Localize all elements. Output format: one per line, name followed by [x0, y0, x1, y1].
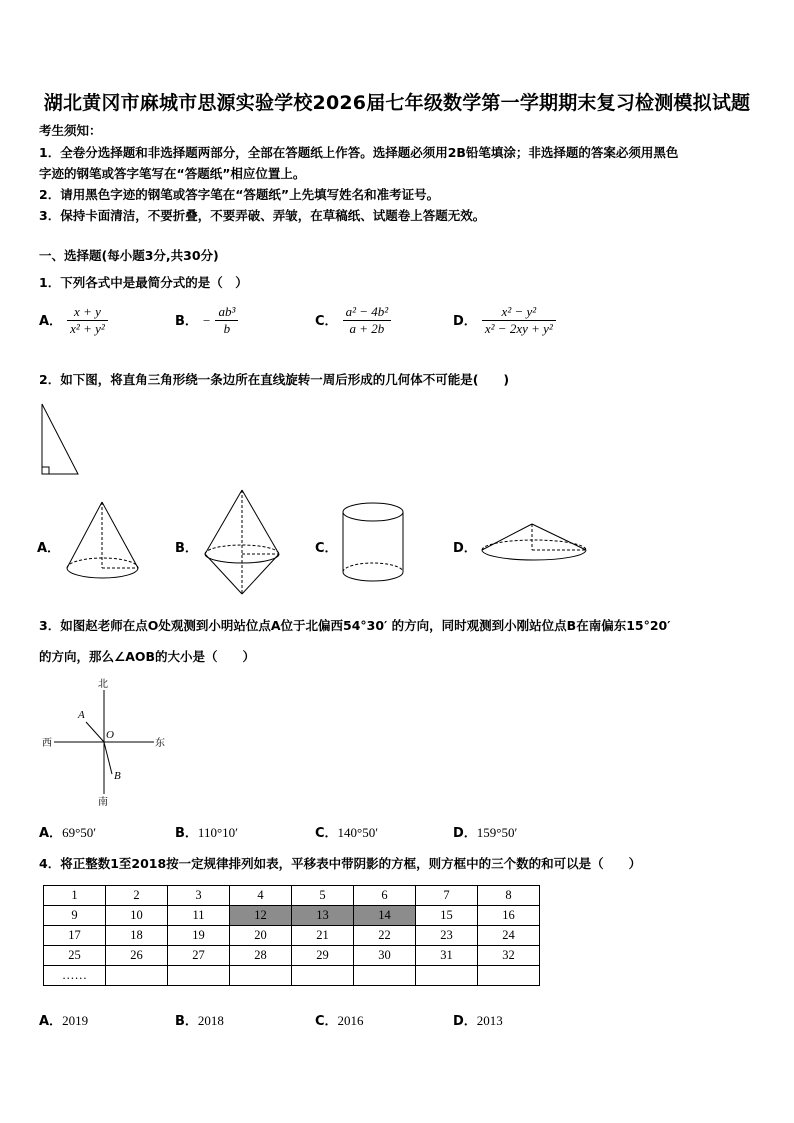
table-row: [44, 906, 540, 926]
option-value: 2018: [197, 1013, 224, 1028]
option-label: B．: [175, 826, 198, 841]
double-cone-figure: [200, 486, 284, 598]
q2-option-d-label: D．: [453, 541, 477, 556]
numerator: ab³: [215, 304, 238, 321]
notice-item-2: 2．请用黑色字迹的钢笔或答字笔在“答题纸”上先填写姓名和准考证号。: [39, 187, 440, 202]
table-cell: [478, 966, 540, 986]
option-label: A．: [39, 314, 63, 329]
compass-diagram: [38, 676, 168, 808]
table-cell: [292, 966, 354, 986]
table-cell: [168, 966, 230, 986]
point-a-label: A: [78, 709, 85, 721]
table-cell: 25: [44, 946, 106, 966]
point-b-label: B: [114, 770, 121, 782]
option-label: C．: [315, 826, 338, 841]
option-value: 2013: [476, 1013, 503, 1028]
q2-option-a-label: A．: [37, 541, 61, 556]
q3-option-c: [315, 822, 378, 841]
table-cell: 32: [478, 946, 540, 966]
table-cell: 17: [44, 926, 106, 946]
section-heading: 一、选择题(每小题3分,共30分): [39, 248, 219, 263]
table-cell: 6: [354, 886, 416, 906]
option-value: 2019: [62, 1013, 89, 1028]
table-cell: 23: [416, 926, 478, 946]
table-cell: 30: [354, 946, 416, 966]
option-label: A．: [39, 1014, 63, 1029]
table-cell: [354, 966, 416, 986]
table-cell: 27: [168, 946, 230, 966]
q4-option-d: [453, 1010, 503, 1029]
q4-option-a: [39, 1010, 88, 1029]
denominator: x² + y²: [70, 321, 105, 336]
west-label: 西: [42, 738, 52, 749]
fraction: [67, 304, 108, 337]
table-cell: 7: [416, 886, 478, 906]
right-triangle-figure: [38, 402, 82, 478]
notice-item-1-cont: 字迹的钢笔或答字笔写在“答题纸”相应位置上。: [39, 166, 306, 181]
table-cell: 8: [478, 886, 540, 906]
table-cell: 14: [354, 906, 416, 926]
table-cell: 26: [106, 946, 168, 966]
table-cell: ……: [44, 966, 106, 986]
table-cell: 29: [292, 946, 354, 966]
q2-option-c-label: C．: [315, 541, 338, 556]
option-label: C．: [315, 1014, 338, 1029]
table-row: [44, 966, 540, 986]
option-label: B．: [175, 314, 198, 329]
option-label: D．: [453, 826, 477, 841]
cone-figure: [62, 498, 144, 584]
option-value: 110°10′: [197, 825, 238, 840]
table-cell: 4: [230, 886, 292, 906]
fraction: [343, 304, 392, 337]
option-label: C．: [315, 314, 338, 329]
q3-option-a: [39, 822, 96, 841]
option-value: 140°50′: [337, 825, 379, 840]
flat-cone-figure: [479, 518, 591, 568]
notice-item-3: 3．保持卡面清洁，不要折叠，不要弄破、弄皱，在草稿纸、试题卷上答题无效。: [39, 208, 486, 223]
denominator: a + 2b: [349, 321, 385, 336]
number-table: [43, 885, 540, 986]
table-cell: 10: [106, 906, 168, 926]
fraction: [215, 304, 238, 337]
north-label: 北: [98, 679, 108, 690]
table-cell: 3: [168, 886, 230, 906]
table-cell: 19: [168, 926, 230, 946]
table-row: [44, 946, 540, 966]
option-label: B．: [175, 1014, 198, 1029]
table-cell: 11: [168, 906, 230, 926]
denominator: b: [223, 321, 231, 336]
q3-stem-line1: 3．如图赵老师在点O处观测到小明站位点A位于北偏西54°30′ 的方向，同时观测到小刚站位点B在南偏东15°20′: [39, 618, 671, 633]
q1-option-a: [39, 304, 108, 337]
table-cell: 16: [478, 906, 540, 926]
south-label: 南: [98, 797, 108, 808]
table-cell: 24: [478, 926, 540, 946]
table-row: [44, 926, 540, 946]
table-cell: [416, 966, 478, 986]
table-cell: 13: [292, 906, 354, 926]
q3-option-d: [453, 822, 517, 841]
q1-option-b: [175, 304, 238, 337]
option-label: D．: [453, 314, 477, 329]
number-table-body: [44, 886, 540, 986]
table-cell: [106, 966, 168, 986]
page-title: 湖北黄冈市麻城市思源实验学校2026届七年级数学第一学期期末复习检测模拟试题: [43, 92, 751, 114]
q4-option-c: [315, 1010, 364, 1029]
notice-item-1: 1．全卷分选择题和非选择题两部分，全部在答题纸上作答。选择题必须用2B铅笔填涂；非选择题的答案必须用黑色: [39, 145, 679, 160]
table-row: [44, 886, 540, 906]
table-cell: 5: [292, 886, 354, 906]
q2-stem: 2．如下图，将直角三角形绕一条边所在直线旋转一周后形成的几何体不可能是( ): [39, 372, 510, 387]
option-value: 2016: [337, 1013, 364, 1028]
option-label: D．: [453, 1014, 477, 1029]
table-cell: 28: [230, 946, 292, 966]
table-cell: 20: [230, 926, 292, 946]
point-o-label: O: [106, 729, 114, 741]
table-cell: 12: [230, 906, 292, 926]
table-cell: 15: [416, 906, 478, 926]
q1-option-d: [453, 304, 556, 337]
q3-stem-line2: 的方向，那么∠AOB的大小是（ ）: [39, 649, 256, 664]
q1-option-c: [315, 304, 391, 337]
q3-option-b: [175, 822, 238, 841]
east-label: 东: [155, 738, 165, 749]
fraction: [482, 304, 556, 337]
numerator: x² − y²: [482, 304, 556, 321]
notice-heading: 考生须知：: [39, 123, 102, 138]
numerator: x + y: [67, 304, 108, 321]
table-cell: 22: [354, 926, 416, 946]
table-cell: 31: [416, 946, 478, 966]
table-cell: 1: [44, 886, 106, 906]
minus-sign: −: [203, 313, 211, 328]
option-value: 159°50′: [476, 825, 518, 840]
q4-stem: 4．将正整数1至2018按一定规律排列如表，平移表中带阴影的方框，则方框中的三个数的和可以是（ ）: [39, 856, 642, 871]
q2-option-b-label: B．: [175, 541, 198, 556]
cylinder-figure: [340, 500, 408, 586]
denominator: x² − 2xy + y²: [484, 321, 553, 336]
numerator: a² − 4b²: [343, 304, 392, 321]
table-cell: 9: [44, 906, 106, 926]
table-cell: [230, 966, 292, 986]
table-cell: 21: [292, 926, 354, 946]
table-cell: 2: [106, 886, 168, 906]
option-label: A．: [39, 826, 63, 841]
q1-stem: 1．下列各式中是最简分式的是（ ）: [39, 275, 248, 290]
q4-option-b: [175, 1010, 224, 1029]
table-cell: 18: [106, 926, 168, 946]
option-value: 69°50′: [62, 825, 97, 840]
